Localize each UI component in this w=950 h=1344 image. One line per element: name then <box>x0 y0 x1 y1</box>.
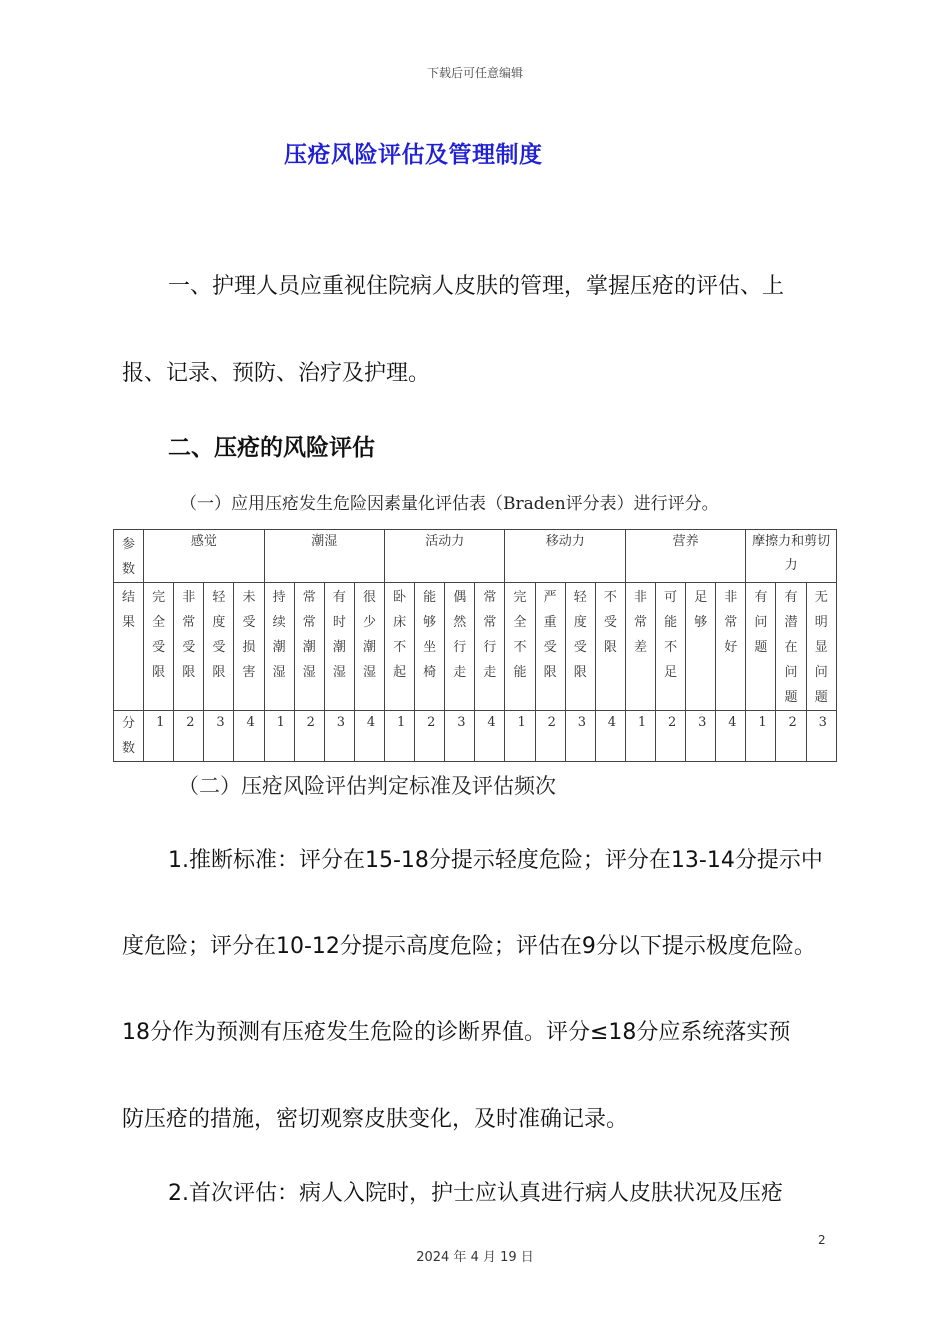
score-cell: 2 <box>535 711 565 762</box>
result-cell: 不 受 限 <box>595 583 625 711</box>
result-cell: 卧 床 不 起 <box>385 583 415 711</box>
result-cell: 有 问 题 <box>746 583 776 711</box>
score-cell: 4 <box>716 711 746 762</box>
header-mobility: 移动力 <box>505 530 625 583</box>
result-cell: 无 明 显 问 题 <box>806 583 836 711</box>
score-cell: 1 <box>144 711 174 762</box>
result-cell: 完 全 不 能 <box>505 583 535 711</box>
score-cell: 2 <box>776 711 806 762</box>
table-score-row <box>114 711 837 762</box>
score-cell: 1 <box>505 711 535 762</box>
table-result-row <box>114 583 837 711</box>
score-cell: 3 <box>324 711 354 762</box>
score-cell: 2 <box>415 711 445 762</box>
paragraph-3-line-1: 2.首次评估：病人入院时，护士应认真进行病人皮肤状况及压疮 <box>168 1181 783 1206</box>
result-cell: 常 常 行 走 <box>475 583 505 711</box>
result-cell: 轻 度 受 限 <box>565 583 595 711</box>
braden-score-table <box>113 529 837 762</box>
score-cell: 3 <box>686 711 716 762</box>
param-label-cell: 参 数 <box>114 530 144 583</box>
header-activity: 活动力 <box>385 530 505 583</box>
result-cell: 未 受 损 害 <box>234 583 264 711</box>
result-cell: 偶 然 行 走 <box>445 583 475 711</box>
result-cell: 可 能 不 足 <box>656 583 686 711</box>
header-nutrition: 营养 <box>625 530 745 583</box>
score-cell: 4 <box>234 711 264 762</box>
result-cell: 持 续 潮 湿 <box>264 583 294 711</box>
paragraph-2-line-2: 度危险；评分在10-12分提示高度危险；评估在9分以下提示极度危险。 <box>122 934 816 959</box>
score-cell: 2 <box>294 711 324 762</box>
subsection-criteria: （二）压疮风险评估判定标准及评估频次 <box>178 774 556 798</box>
score-cell: 2 <box>174 711 204 762</box>
header-note: 下载后可任意编辑 <box>426 66 523 80</box>
score-cell: 3 <box>806 711 836 762</box>
score-cell: 3 <box>445 711 475 762</box>
score-cell: 4 <box>354 711 384 762</box>
paragraph-1-line-1: 一、护理人员应重视住院病人皮肤的管理，掌握压疮的评估、上 <box>168 274 785 299</box>
result-cell: 有 潜 在 问 题 <box>776 583 806 711</box>
result-cell: 非 常 差 <box>625 583 655 711</box>
score-cell: 4 <box>475 711 505 762</box>
score-cell: 1 <box>385 711 415 762</box>
result-cell: 非 常 受 限 <box>174 583 204 711</box>
result-cell: 足 够 <box>686 583 716 711</box>
document-title: 压疮风险评估及管理制度 <box>284 142 543 168</box>
paragraph-1-line-2: 报、记录、预防、治疗及护理。 <box>122 361 431 386</box>
paragraph-2-line-4: 防压疮的措施，密切观察皮肤变化，及时准确记录。 <box>122 1107 629 1132</box>
page-number: 2 <box>818 1233 826 1247</box>
table-header-row <box>114 530 837 583</box>
subsection-braden-intro: （一）应用压疮发生危险因素量化评估表（Braden评分表）进行评分。 <box>180 494 719 514</box>
score-cell: 1 <box>264 711 294 762</box>
paragraph-2-line-1: 1.推断标准：评分在15-18分提示轻度危险；评分在13-14分提示中 <box>168 848 823 873</box>
section-heading-risk-assessment: 二、压疮的风险评估 <box>168 435 375 461</box>
score-cell: 1 <box>746 711 776 762</box>
header-sensation: 感觉 <box>144 530 264 583</box>
footer-date: 2024 年 4 月 19 日 <box>416 1250 534 1265</box>
result-cell: 完 全 受 限 <box>144 583 174 711</box>
result-cell: 很 少 潮 湿 <box>354 583 384 711</box>
score-label-cell: 分 数 <box>114 711 144 762</box>
header-friction-shear: 摩擦力和剪切力 <box>746 530 837 583</box>
result-label-cell: 结 果 <box>114 583 144 711</box>
result-cell: 能 够 坐 椅 <box>415 583 445 711</box>
result-cell: 常 常 潮 湿 <box>294 583 324 711</box>
score-cell: 4 <box>595 711 625 762</box>
score-cell: 3 <box>204 711 234 762</box>
score-cell: 1 <box>625 711 655 762</box>
result-cell: 非 常 好 <box>716 583 746 711</box>
score-cell: 3 <box>565 711 595 762</box>
header-moisture: 潮湿 <box>264 530 384 583</box>
paragraph-2-line-3: 18分作为预测有压疮发生危险的诊断界值。评分≤18分应系统落实预 <box>122 1020 791 1045</box>
result-cell: 有 时 潮 湿 <box>324 583 354 711</box>
result-cell: 轻 度 受 限 <box>204 583 234 711</box>
result-cell: 严 重 受 限 <box>535 583 565 711</box>
score-cell: 2 <box>656 711 686 762</box>
